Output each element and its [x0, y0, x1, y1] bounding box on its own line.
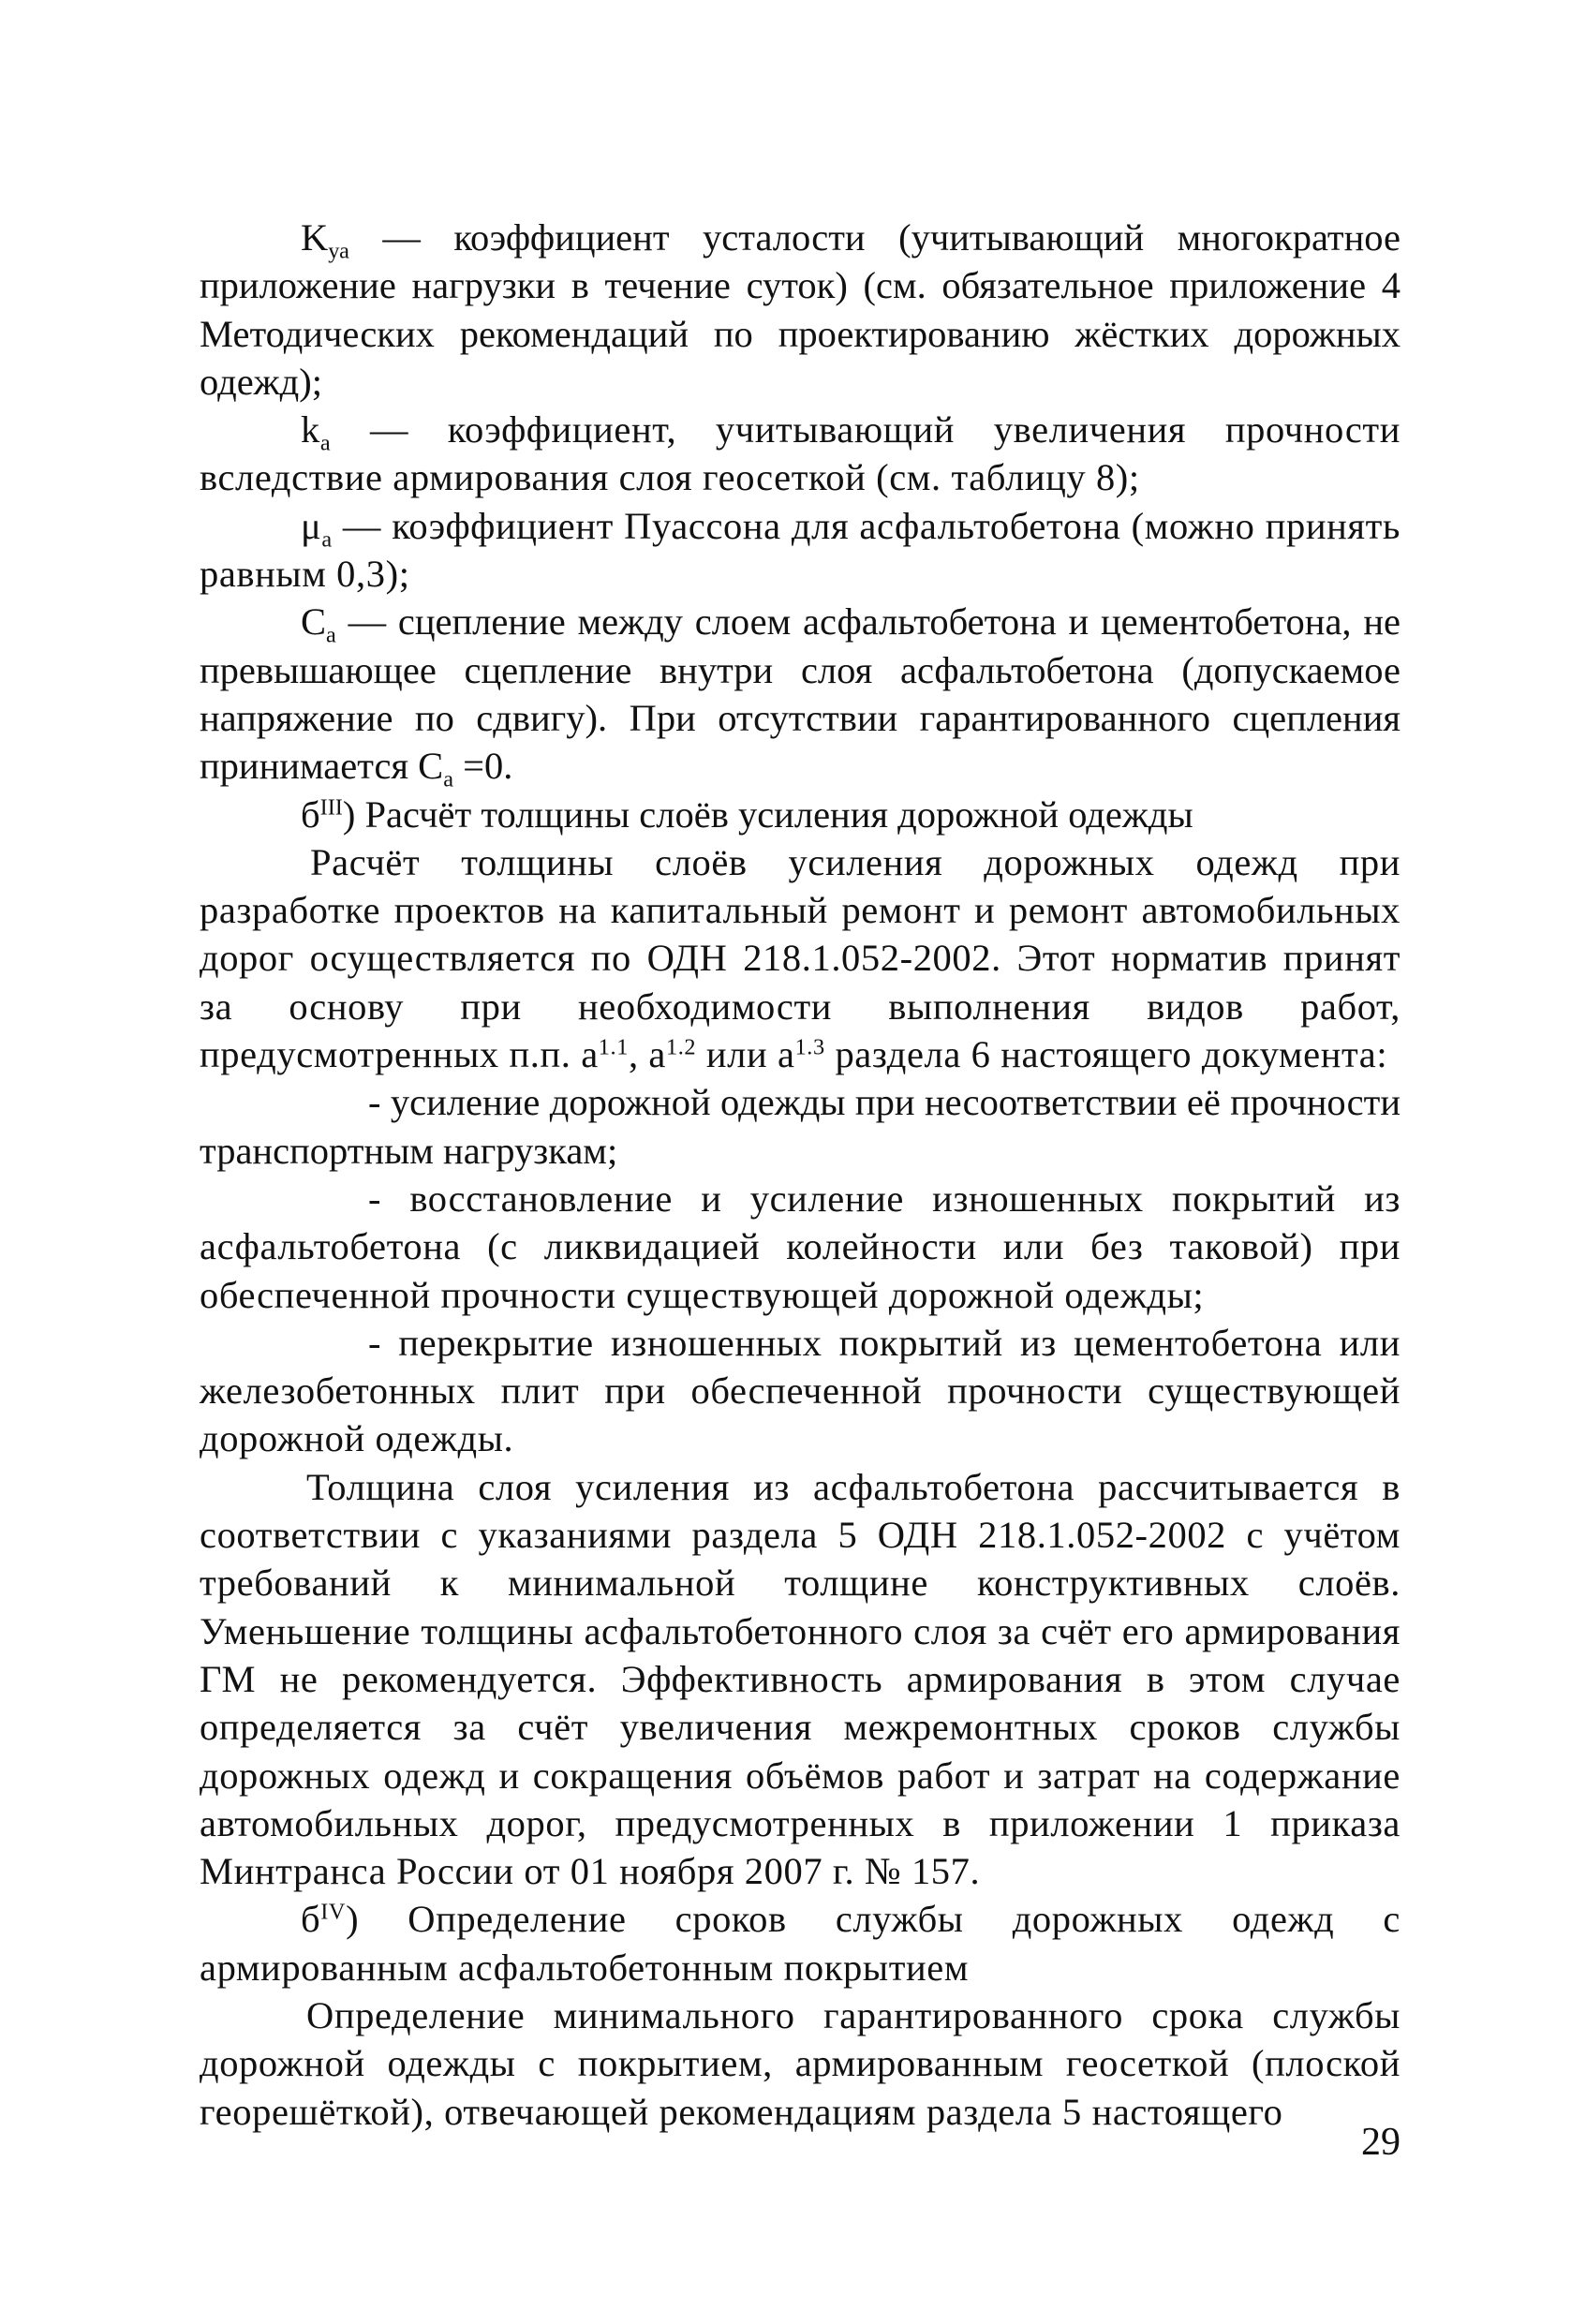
symbol-subscript: уа [328, 238, 349, 264]
symbol-subscript: a [319, 430, 332, 456]
list-item-text: - восстановление и усиление изношенных покрытий из асфальтобетона (с ликвидацией колейности или без таковой) при обеспеченной прочности существующей дорожной одежды; [200, 1177, 1401, 1316]
heading-letter: б [301, 1898, 321, 1941]
heading-superscript: III [319, 794, 343, 821]
superscript: 1.1 [598, 1034, 629, 1060]
paragraph-text: — коэффициент усталости (учитывающий многократное приложение нагрузки в течение суток) (см. обязательное приложение 4 Методических рекомендаций по проектированию жёстких дорожных одежд); [200, 216, 1401, 403]
paragraph-text: — коэффициент, учитывающий увеличения прочности вследствие армирования слоя геосеткой (см. таблицу 8); [200, 408, 1401, 499]
page-number: 29 [1361, 2121, 1401, 2164]
paragraph-text: Толщина слоя усиления из асфальтобетона рассчитывается в соответствии с указаниями раздела 5 ОДН 218.1.052-2002 с учётом требований к минимальной толщине конструктивных слоёв. Уменьшение толщины асфальтобетонного слоя за счёт его армирования ГМ не рекомендуется. Эффективность армирования в этом случае определяется за счёт увеличения межремонтных сроков службы дорожных одежд и сокращения объёмов работ и затрат на содержание автомобильных дорог, предусмотренных в приложении 1 приказа Минтранса России от 01 ноября 2007 г. № 157. [200, 1465, 1401, 1893]
paragraph-text: — коэффициент Пуассона для асфальтобетона (можно принять равным 0,3); [200, 504, 1401, 596]
superscript: 1.2 [666, 1034, 697, 1060]
paragraph-tail: =0. [452, 745, 513, 788]
symbol-subscript: a [321, 526, 333, 553]
paragraph-text: , a [628, 1033, 666, 1076]
paragraph-calculation [200, 838, 1401, 1078]
paragraph-ca [200, 598, 1401, 790]
heading-text: ) Расчёт толщины слоёв усиления дорожной одежды [342, 792, 1193, 836]
paragraph-text: — сцепление между слоем асфальтобетона и цементобетона, не превышающее сцепление внутри слоя асфальтобетона (допускаемое напряжение по сдвигу). При отсутствии гарантированного сцепления принимается C [200, 600, 1401, 788]
symbol: μ [301, 504, 322, 547]
symbol: K [301, 216, 329, 259]
paragraph-mua [200, 502, 1401, 599]
heading-superscript: IV [320, 1900, 347, 1926]
paragraph-ka [200, 406, 1401, 502]
paragraph-tail: раздела 6 настоящего документа: [824, 1033, 1388, 1076]
list-item [200, 1078, 1401, 1175]
document-page [200, 214, 1401, 2136]
list-item [200, 1175, 1401, 1319]
section-heading-b3 [200, 791, 1401, 838]
heading-text: ) Определение сроков службы дорожных одежд с армированным асфальтобетонным покрытием [200, 1898, 1401, 1989]
paragraph-thickness [200, 1463, 1401, 1896]
list-item [200, 1319, 1401, 1463]
list-item-text: - усиление дорожной одежды при несоответствии её прочности транспортным нагрузкам; [200, 1081, 1401, 1172]
paragraph-text: или a [696, 1033, 795, 1076]
symbol-subscript: a [443, 766, 453, 792]
paragraph-kya [200, 214, 1401, 406]
paragraph-text: Расчёт толщины слоёв усиления дорожных одежд при разработке проектов на капитальный ремонт и ремонт автомобильных дорог осуществляется по ОДН 218.1.052-2002. Этот норматив принят за основу при необходимости выполнения видов работ, предусмотренных п.п. a [200, 840, 1401, 1076]
heading-letter: б [301, 792, 320, 836]
section-heading-b4 [200, 1895, 1401, 1991]
superscript: 1.3 [794, 1034, 825, 1060]
symbol: k [301, 408, 320, 451]
symbol: C [301, 600, 327, 644]
symbol-subscript: a [326, 622, 336, 648]
paragraph-text: Определение минимального гарантированного срока службы дорожной одежды с покрытием, армированным геосеткой (плоской георешёткой), отвечающей рекомендациям раздела 5 настоящего [200, 1993, 1401, 2133]
paragraph-service-life [200, 1991, 1401, 2136]
list-item-text: - перекрытие изношенных покрытий из цементобетона или железобетонных плит при обеспеченной прочности существующей дорожной одежды. [200, 1321, 1401, 1460]
